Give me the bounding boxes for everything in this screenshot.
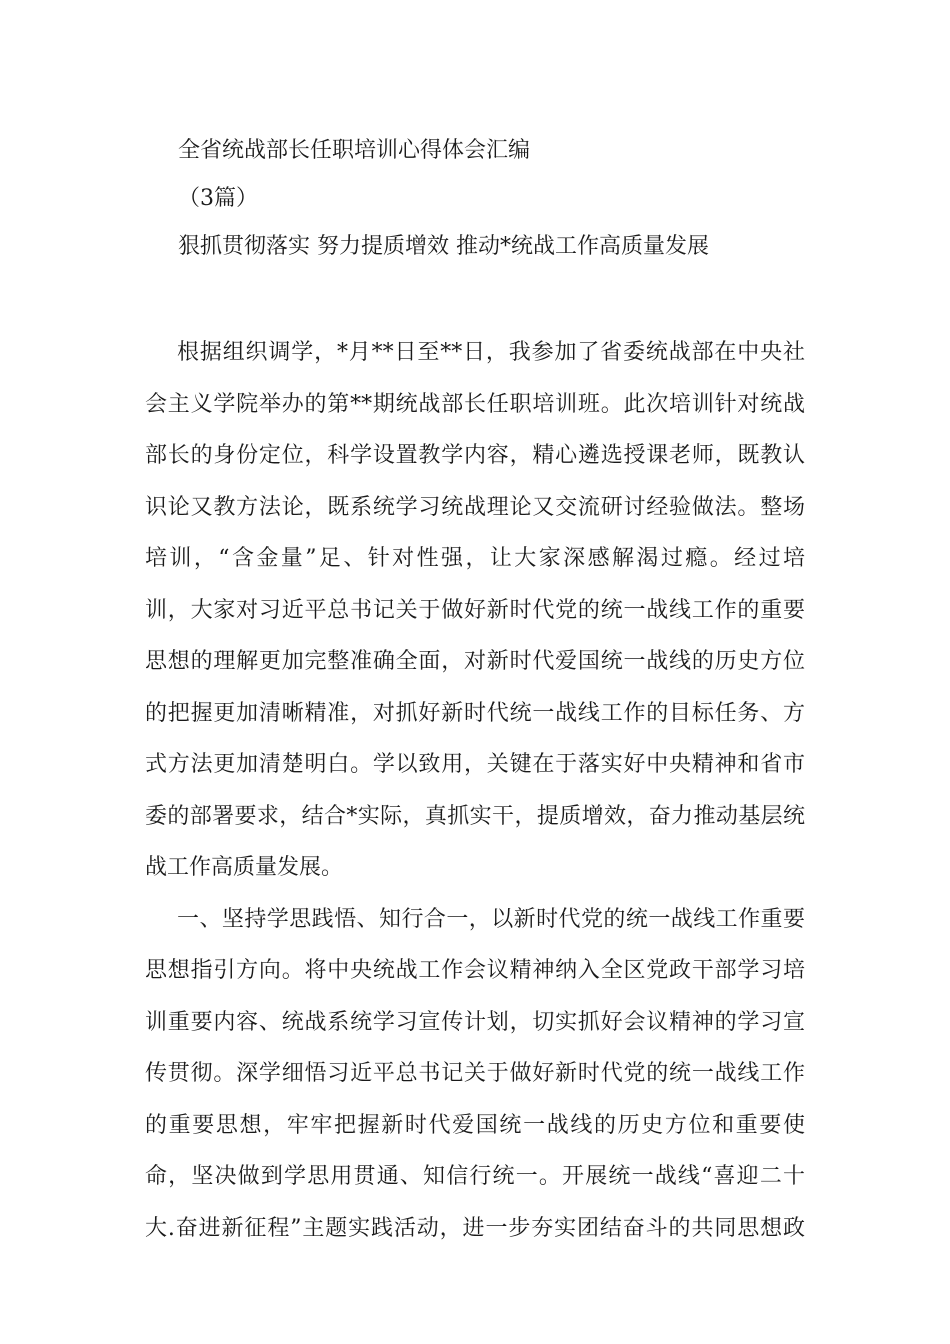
text-line: 训，大家对习近平总书记关于做好新时代党的统一战线工作的重要 [145,597,805,623]
text-line: 思想的理解更加完整准确全面，对新时代爱国统一战线的历史方位 [145,649,805,674]
text-line: 思想指引方向。将中央统战工作会议精神纳入全区党政干部学习培 [145,958,805,983]
paragraph-2 [145,894,805,1255]
document-body [145,327,805,1254]
document-title: 全省统战部长任职培训心得体会汇编 [178,138,531,163]
document-subtitle: 狠抓贯彻落实 努力提质增效 推动*统战工作高质量发展 [178,234,709,259]
text-line: 培训，“含金量”足、针对性强，让大家深感解渴过瘾。经过培 [145,546,805,571]
text-line: 大.奋进新征程”主题实践活动，进一步夯实团结奋斗的共同思想政 [145,1215,805,1241]
text-line: 委的部署要求，结合*实际，真抓实干，提质增效，奋力推动基层统 [145,803,805,829]
text-line: 的把握更加清晰精准，对抓好新时代统一战线工作的目标任务、方 [145,700,805,726]
text-line: 的重要思想，牢牢把握新时代爱国统一战线的历史方位和重要使 [145,1112,805,1138]
text-line: 部长的身份定位，科学设置教学内容，精心遴选授课老师，既教认 [145,443,805,468]
document-count: （3篇） [178,186,258,211]
text-line: 识论又教方法论，既系统学习统战理论又交流研讨经验做法。整场 [145,494,805,520]
text-line: 式方法更加清楚明白。学以致用，关键在于落实好中央精神和省市 [145,752,805,777]
text-line: 训重要内容、统战系统学习宣传计划，切实抓好会议精神的学习宣 [145,1009,805,1035]
text-line: 会主义学院举办的第**期统战部长任职培训班。此次培训针对统战 [145,391,805,417]
text-line: 战工作高质量发展。 [145,855,344,880]
text-line: 根据组织调学，*月**日至**日，我参加了省委统战部在中央社 [177,340,805,365]
text-line: 传贯彻。深学细悟习近平总书记关于做好新时代党的统一战线工作 [145,1061,805,1086]
text-line: 一、坚持学思践悟、知行合一，以新时代党的统一战线工作重要 [177,906,805,932]
text-line: 命，坚决做到学思用贯通、知信行统一。开展统一战线“喜迎二十 [145,1164,805,1189]
paragraph-1 [145,327,805,894]
